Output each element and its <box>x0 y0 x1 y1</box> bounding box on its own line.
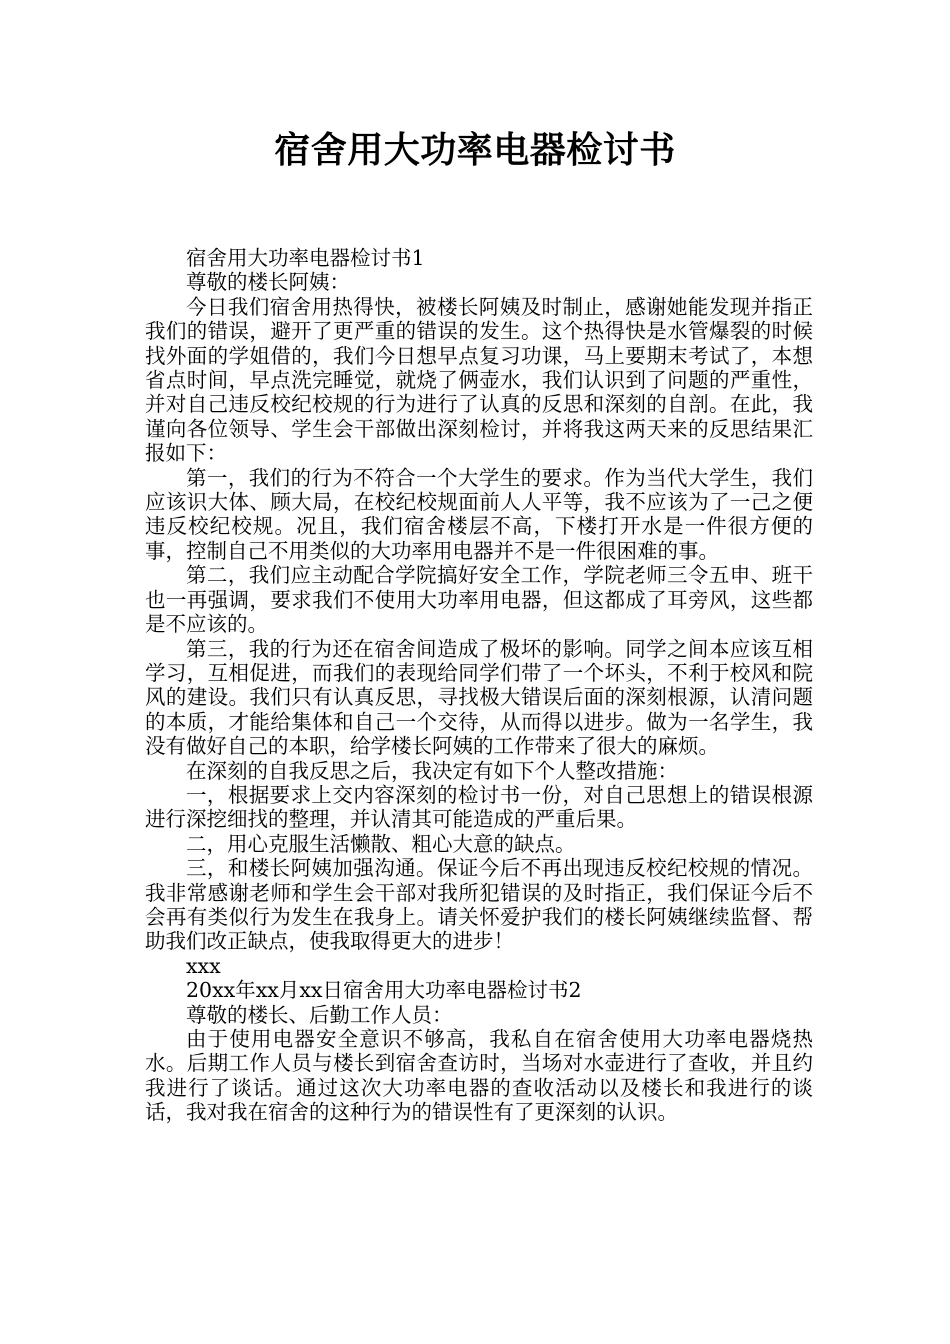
paragraph: 宿舍用大功率电器检讨书1 <box>186 246 425 270</box>
paragraph: 尊敬的楼长阿姨： <box>186 270 350 295</box>
paragraph: 尊敬的楼长、后勤工作人员： <box>186 1002 453 1027</box>
paragraph: 第二，我们应主动配合学院搞好安全工作，学院老师三令五申、班干也一再强调，要求我们不使用大功率用电器，但这都成了耳旁风，这些都是不应该的。 <box>145 563 813 637</box>
paragraph: 在深刻的自我反思之后，我决定有如下个人整改措施： <box>186 758 678 783</box>
paragraph: 20xx年xx月xx日宿舍用大功率电器检讨书2 <box>186 978 582 1003</box>
paragraph: 一，根据要求上交内容深刻的检讨书一份，对自己思想上的错误根源进行深挖细找的整理，并认清其可能造成的严重后果。 <box>145 782 813 832</box>
document-body <box>145 246 813 1125</box>
document-title: 宿舍用大功率电器检讨书 <box>274 130 676 171</box>
paragraph: 今日我们宿舍用热得快，被楼长阿姨及时制止，感谢她能发现并指正我们的错误，避开了更严重的错误的发生。这个热得快是水管爆裂的时候找外面的学姐借的，我们今日想早点复习功课，马上要期末考试了，本想省点时间，早点洗完睡觉，就烧了俩壶水，我们认识到了问题的严重性，并对自己违反校纪校规的行为进行了认真的反思和深刻的自剖。在此，我谨向各位领导、学生会干部做出深刻检讨，并将我这两天来的反思结果汇报如下： <box>145 294 813 466</box>
paragraph: 二，用心克服生活懒散、粗心大意的缺点。 <box>186 831 576 856</box>
paragraph: 第一，我们的行为不符合一个大学生的要求。作为当代大学生，我们应该识大体、顾大局，在校纪校规面前人人平等，我不应该为了一己之便违反校纪校规。况且，我们宿舍楼层不高，下楼打开水是一件很方便的事，控制自己不用类似的大功率用电器并不是一件很困难的事。 <box>145 465 813 563</box>
paragraph: 由于使用电器安全意识不够高，我私自在宿舍使用大功率电器烧热水。后期工作人员与楼长到宿舍查访时，当场对水壶进行了查收，并且约我进行了谈话。通过这次大功率电器的查收活动以及楼长和我进行的谈话，我对我在宿舍的这种行为的错误性有了更深刻的认识。 <box>145 1027 813 1125</box>
paragraph: xxx <box>186 953 221 978</box>
paragraph: 第三，我的行为还在宿舍间造成了极坏的影响。同学之间本应该互相学习，互相促进，而我们的表现给同学们带了一个坏头，不利于校风和院风的建设。我们只有认真反思，寻找极大错误后面的深刻根源，认清问题的本质，才能给集体和自己一个交待，从而得以进步。做为一名学生，我没有做好自己的本职，给学楼长阿姨的工作带来了很大的麻烦。 <box>145 636 813 759</box>
paragraph: 三，和楼长阿姨加强沟通。保证今后不再出现违反校纪校规的情况。我非常感谢老师和学生会干部对我所犯错误的及时指正，我们保证今后不会再有类似行为发生在我身上。请关怀爱护我们的楼长阿姨继续监督、帮助我们改正缺点，使我取得更大的进步！ <box>145 856 813 954</box>
